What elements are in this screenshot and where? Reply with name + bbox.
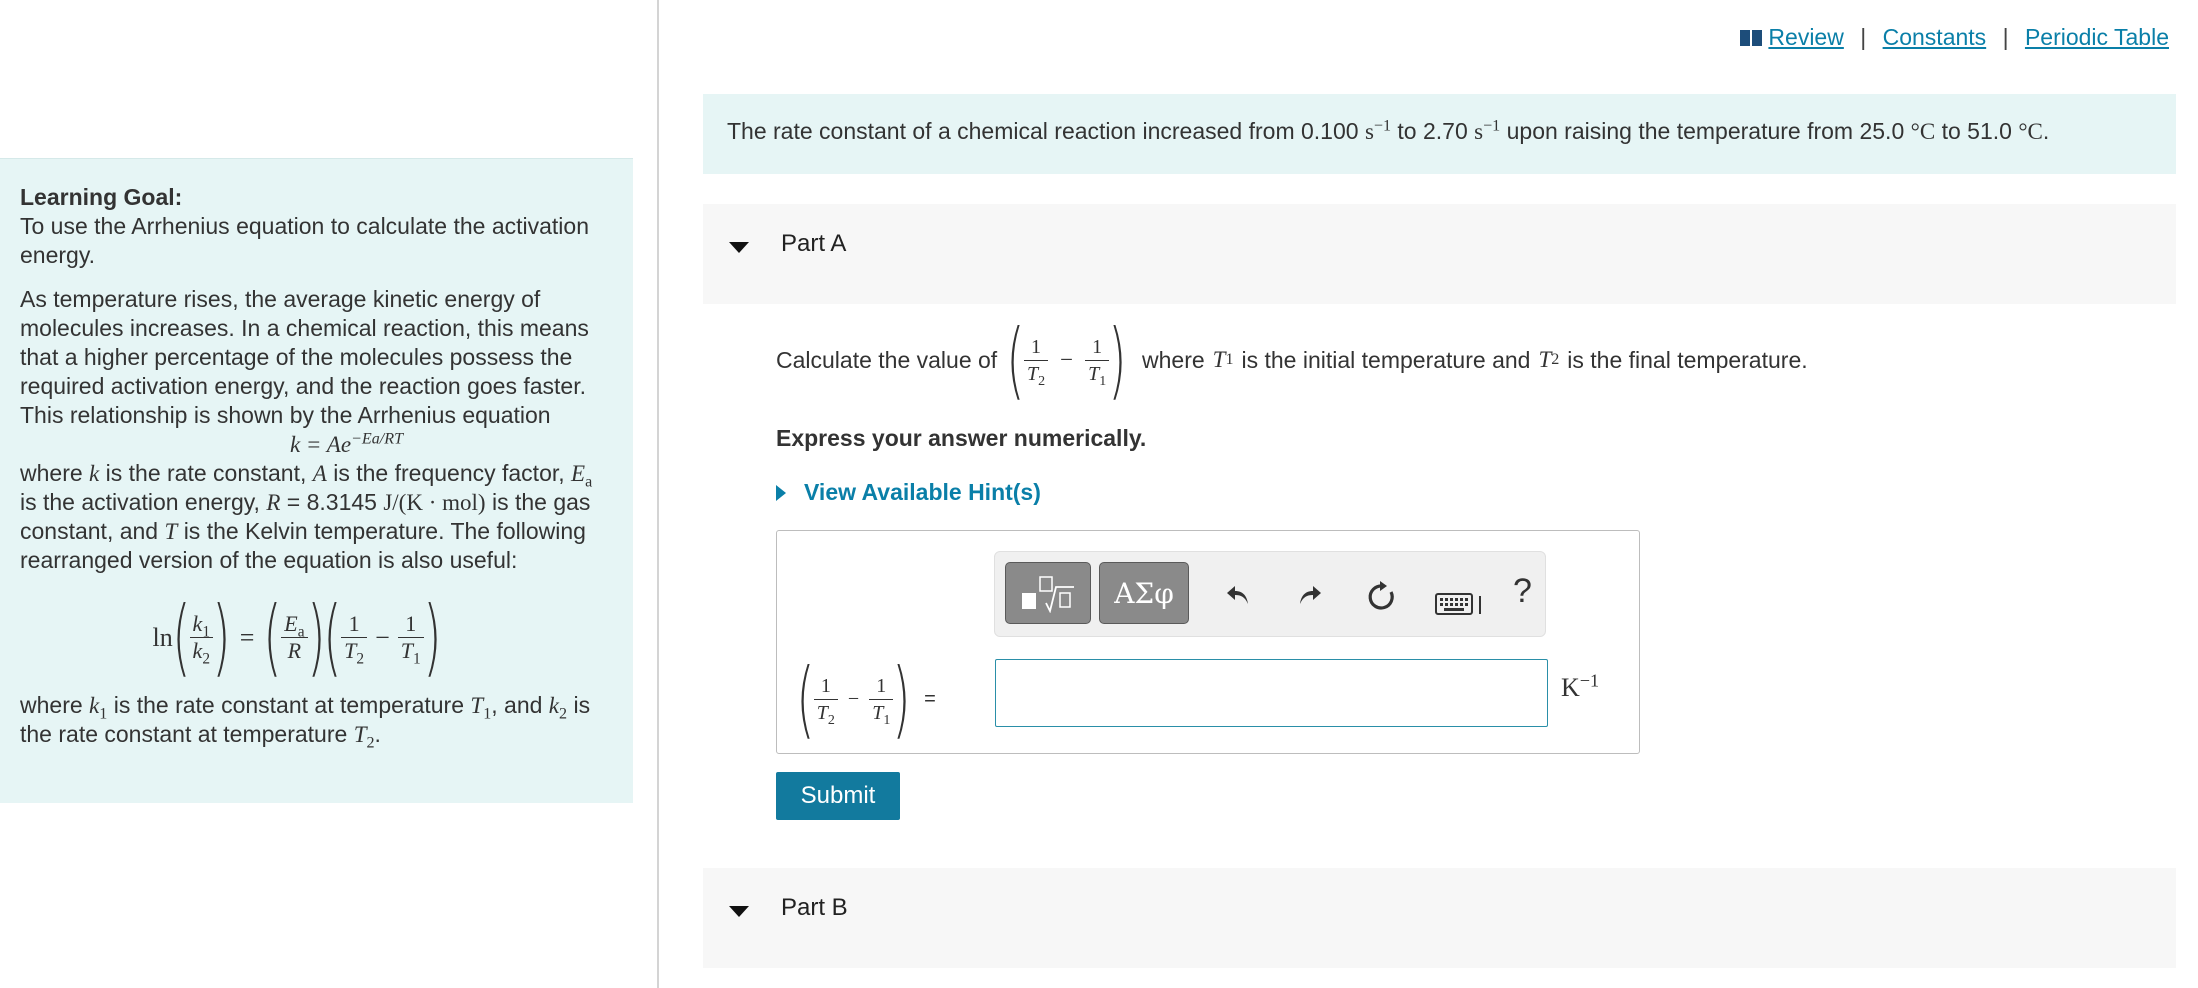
text-and: , and [491, 692, 543, 718]
question-final-temp: is the final temperature. [1567, 346, 1808, 373]
paren-close: ) [1108, 311, 1127, 409]
unit-s: s [1364, 119, 1374, 144]
minus-sign: − [1060, 347, 1074, 372]
text-rate-constant: is the rate constant, [105, 460, 307, 486]
text-frequency-factor: is the frequency factor, [333, 460, 565, 486]
view-hints-label: View Available Hint(s) [804, 479, 1041, 505]
answer-box [776, 530, 1640, 754]
view-hints-toggle[interactable] [776, 479, 1041, 506]
templates-button[interactable] [1005, 562, 1091, 624]
unit-celsius: °C [1910, 119, 1936, 144]
symbol-ea: E [571, 461, 586, 486]
gas-constant-value: = 8.3145 [286, 489, 377, 515]
symbol-r: R [266, 490, 281, 515]
symbols-button[interactable]: ΑΣφ [1099, 562, 1189, 624]
panel-divider [657, 0, 659, 988]
paren-close: ) [423, 588, 442, 686]
unit-s-exp: −1 [1483, 117, 1501, 135]
undo-icon[interactable] [1223, 580, 1253, 614]
paren-open: ( [172, 588, 191, 686]
minus-sign: − [847, 687, 860, 710]
part-a-question: Calculate the value of ( $\frac{1}{T_2}$ − $\frac{1}{T_1}$ ) where T 1 is the initial temperature and T 2 is the final temperature. [776, 311, 1808, 409]
rearranged-equation [20, 588, 613, 686]
problem-period: . [2042, 118, 2050, 144]
frac-one: 1 [814, 673, 838, 700]
frac-t2-sub: 2 [1038, 373, 1046, 389]
paren-open: ( [323, 588, 342, 686]
question-where: where [1142, 346, 1205, 373]
symbol-k1: k [89, 693, 100, 718]
symbol-ea-subscript: a [585, 473, 593, 491]
frac-t2-sub: 2 [356, 649, 365, 667]
unit-celsius: °C [2018, 119, 2043, 144]
paren-close: ) [212, 588, 231, 686]
keyboard-icon[interactable] [1435, 590, 1487, 620]
expand-triangle-icon [776, 485, 786, 501]
symbol-t: T [164, 519, 178, 544]
paren-close: ) [306, 588, 325, 686]
problem-statement [703, 94, 2176, 174]
arrhenius-equation-base: k = Ae [289, 432, 352, 457]
text-where: where [20, 460, 83, 486]
frac-one: 1 [1085, 334, 1109, 361]
paren-open: ( [796, 650, 815, 748]
periodic-table-link[interactable]: Periodic Table [2024, 24, 2169, 50]
frac-ea: E [284, 610, 298, 636]
question-initial-temp: is the initial temperature and [1241, 346, 1531, 373]
collapse-triangle-icon[interactable] [729, 242, 749, 253]
frac-one: 1 [341, 611, 367, 638]
variable-definitions [20, 459, 613, 575]
frac-t1: T [872, 701, 884, 724]
problem-text-d: to 51.0 [1941, 118, 2012, 144]
symbol-t1-sub: 1 [483, 705, 492, 723]
learning-goal-title: Learning Goal: [20, 184, 183, 210]
submit-button[interactable]: Submit [776, 772, 900, 820]
rate-constant-definitions [20, 691, 613, 752]
text-period: . [374, 721, 381, 747]
symbol-t2: T [1538, 347, 1552, 372]
equals-sign: = [924, 687, 936, 710]
text-activation-energy: is the activation energy, [20, 489, 260, 515]
review-link-label: Review [1768, 24, 1844, 50]
text-kelvin: is the Kelvin temperature. The following rearranged version of the equation is also useful: [20, 518, 586, 573]
fraction-1-t1 [398, 610, 424, 667]
fraction-k1-k2 [190, 610, 213, 667]
problem-text-b: to 2.70 [1397, 118, 1468, 144]
fraction-1-t2 [1024, 334, 1048, 387]
link-separator: | [1860, 24, 1867, 50]
frac-t1-sub: 1 [412, 649, 421, 667]
book-icon [1740, 30, 1762, 46]
frac-t1-sub: 1 [1099, 373, 1107, 389]
equals-sign: = [239, 622, 255, 652]
frac-ea-sub: a [297, 622, 305, 640]
fraction-1-t2 [341, 610, 367, 667]
minus-sign: − [375, 622, 390, 652]
symbol-k2-sub: 2 [559, 705, 568, 723]
symbol-t2-sub: 2 [366, 734, 375, 752]
unit-s-exp: −1 [1373, 117, 1392, 135]
problem-text-c: upon raising the temperature from 25.0 [1506, 118, 1905, 144]
frac-t2-sub: 2 [827, 712, 835, 728]
frac-one: 1 [1024, 334, 1048, 361]
part-a-label: Part A [781, 230, 847, 257]
arrhenius-equation-exponent: −Ea/RT [351, 430, 404, 448]
unit-s: s [1474, 119, 1484, 144]
constants-link[interactable]: Constants [1882, 24, 1987, 50]
gas-constant-units: J/(K · mol) [383, 490, 486, 515]
learning-goal-text: To use the Arrhenius equation to calculate the activation energy. [20, 213, 589, 268]
text-where: where [20, 692, 83, 718]
reset-icon[interactable] [1365, 580, 1399, 618]
templates-icon [1018, 573, 1078, 613]
frac-t1: T [1088, 362, 1100, 385]
answer-unit [1561, 670, 1600, 703]
frac-t1: T [400, 637, 413, 663]
text-gas-constant: is the gas constant, and [20, 489, 591, 544]
arrhenius-intro-text: As temperature rises, the average kinetic energy of molecules increases. In a chemical reaction, this means that a higher percentage of the molecules possess the required activation energy, and the reaction goes faster. This relationship is shown by the Arrhenius equation [20, 286, 589, 428]
collapse-triangle-icon[interactable] [729, 906, 749, 917]
link-separator: | [2002, 24, 2009, 50]
symbol-t1: T [1212, 347, 1226, 372]
learning-goal-panel [0, 158, 633, 803]
help-button[interactable]: ? [1513, 572, 1532, 610]
fraction-1-t2 [814, 673, 838, 726]
resource-links [1740, 24, 2169, 51]
frac-one: 1 [398, 611, 424, 638]
frac-k1-sub: 1 [202, 622, 211, 640]
fraction-ea-r [281, 611, 307, 664]
frac-t2: T [344, 637, 357, 663]
math-toolbar [994, 551, 1546, 637]
part-b-label: Part B [781, 894, 848, 921]
unit-kelvin-exp: −1 [1579, 670, 1600, 691]
answer-instructions: Express your answer numerically. [776, 425, 1147, 451]
paren-open: ( [1006, 311, 1025, 409]
symbol-k: k [89, 461, 100, 486]
paren-close: ) [892, 650, 911, 748]
symbol-t2: T [353, 722, 367, 747]
frac-k2: k [192, 637, 203, 663]
frac-r: R [287, 637, 302, 663]
part-a-header[interactable] [703, 204, 2176, 304]
frac-k1: k [192, 610, 203, 636]
question-prefix: Calculate the value of [776, 346, 998, 373]
review-link[interactable] [1740, 24, 1843, 50]
frac-t2: T [1026, 362, 1039, 385]
symbol-a: A [312, 461, 327, 486]
arrhenius-equation [20, 430, 613, 459]
fraction-1-t1 [1085, 334, 1109, 387]
part-b-header[interactable] [703, 868, 2176, 968]
frac-one: 1 [869, 673, 893, 700]
symbol-k1-sub: 1 [99, 705, 108, 723]
paren-open: ( [263, 588, 282, 686]
answer-input[interactable] [995, 659, 1548, 727]
fraction-1-t1 [869, 673, 893, 726]
ln-label: ln [152, 622, 173, 652]
symbol-k2: k [548, 693, 560, 718]
unit-kelvin: K [1561, 673, 1580, 702]
text-rate-constant-at-temp: is the rate constant at temperature [113, 692, 465, 718]
problem-text-a: The rate constant of a chemical reaction increased from 0.100 [727, 118, 1359, 144]
text-rate-constant-at-temp: is the rate constant at temperature [20, 692, 591, 747]
redo-icon[interactable] [1295, 580, 1325, 614]
answer-expression [796, 650, 936, 748]
frac-t1-sub: 1 [883, 712, 891, 728]
symbol-t1: T [470, 693, 484, 718]
frac-t2: T [816, 701, 828, 724]
frac-k2-sub: 2 [202, 649, 211, 667]
